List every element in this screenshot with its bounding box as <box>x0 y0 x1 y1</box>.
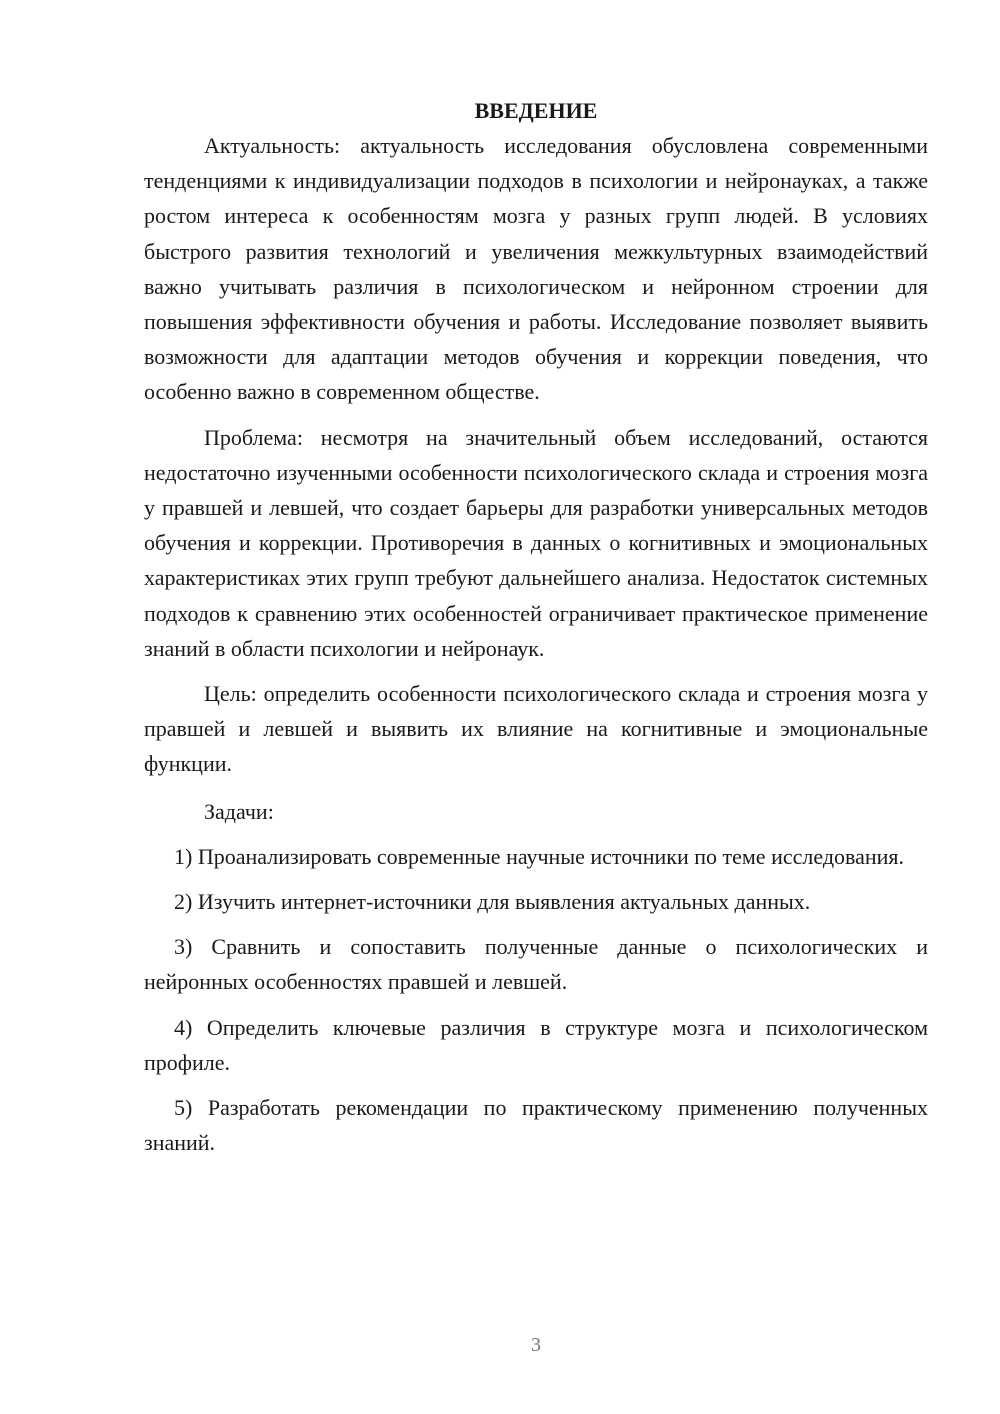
tasks-list <box>144 839 928 1161</box>
page-title: ВВЕДЕНИЕ <box>474 98 598 123</box>
task-item-5: 5) Разработать рекомендации по практическому применению полученных знаний. <box>144 1095 928 1156</box>
goal-paragraph: Цель: определить особенности психологического склада и строения мозга у правшей и левшей и выявить их влияние на когнитивные и эмоциональные функции. <box>144 681 928 777</box>
tasks-heading: Задачи: <box>204 798 274 824</box>
problem-paragraph: Проблема: несмотря на значительный объем исследований, остаются недостаточно изученными особенности психологического склада и строения мозга у правшей и левшей, что создает барьеры для разработки универсальных методов обучения и коррекции. Противоречия в данных о когнитивных и эмоциональных характеристиках этих групп требуют дальнейшего анализа. Недостаток системных подходов к сравнению этих особенностей ограничивает практическое применение знаний в области психологии и нейронаук. <box>144 424 928 661</box>
page-number: 3 <box>531 1334 541 1356</box>
task-item-1: 1) Проанализировать современные научные источники по теме исследования. <box>174 843 905 869</box>
task-item-3: 3) Сравнить и сопоставить полученные данные о психологических и нейронных особенностях правшей и левшей. <box>144 934 928 995</box>
document-page <box>144 96 928 1160</box>
task-item-2: 2) Изучить интернет-источники для выявления актуальных данных. <box>174 889 811 915</box>
relevance-paragraph: Актуальность: актуальность исследования обусловлена современными тенденциями к индивидуализации подходов в психологии и нейронауках, а также ростом интереса к особенностям мозга у разных групп людей. В условиях быстрого развития технологий и увеличения межкультурных взаимодействий важно учитывать различия в психологическом и нейронном строении для повышения эффективности обучения и работы. Исследование позволяет выявить возможности для адаптации методов обучения и коррекции поведения, что особенно важно в современном обществе. <box>144 133 928 405</box>
task-item-4: 4) Определить ключевые различия в структуре мозга и психологическом профиле. <box>144 1014 928 1075</box>
